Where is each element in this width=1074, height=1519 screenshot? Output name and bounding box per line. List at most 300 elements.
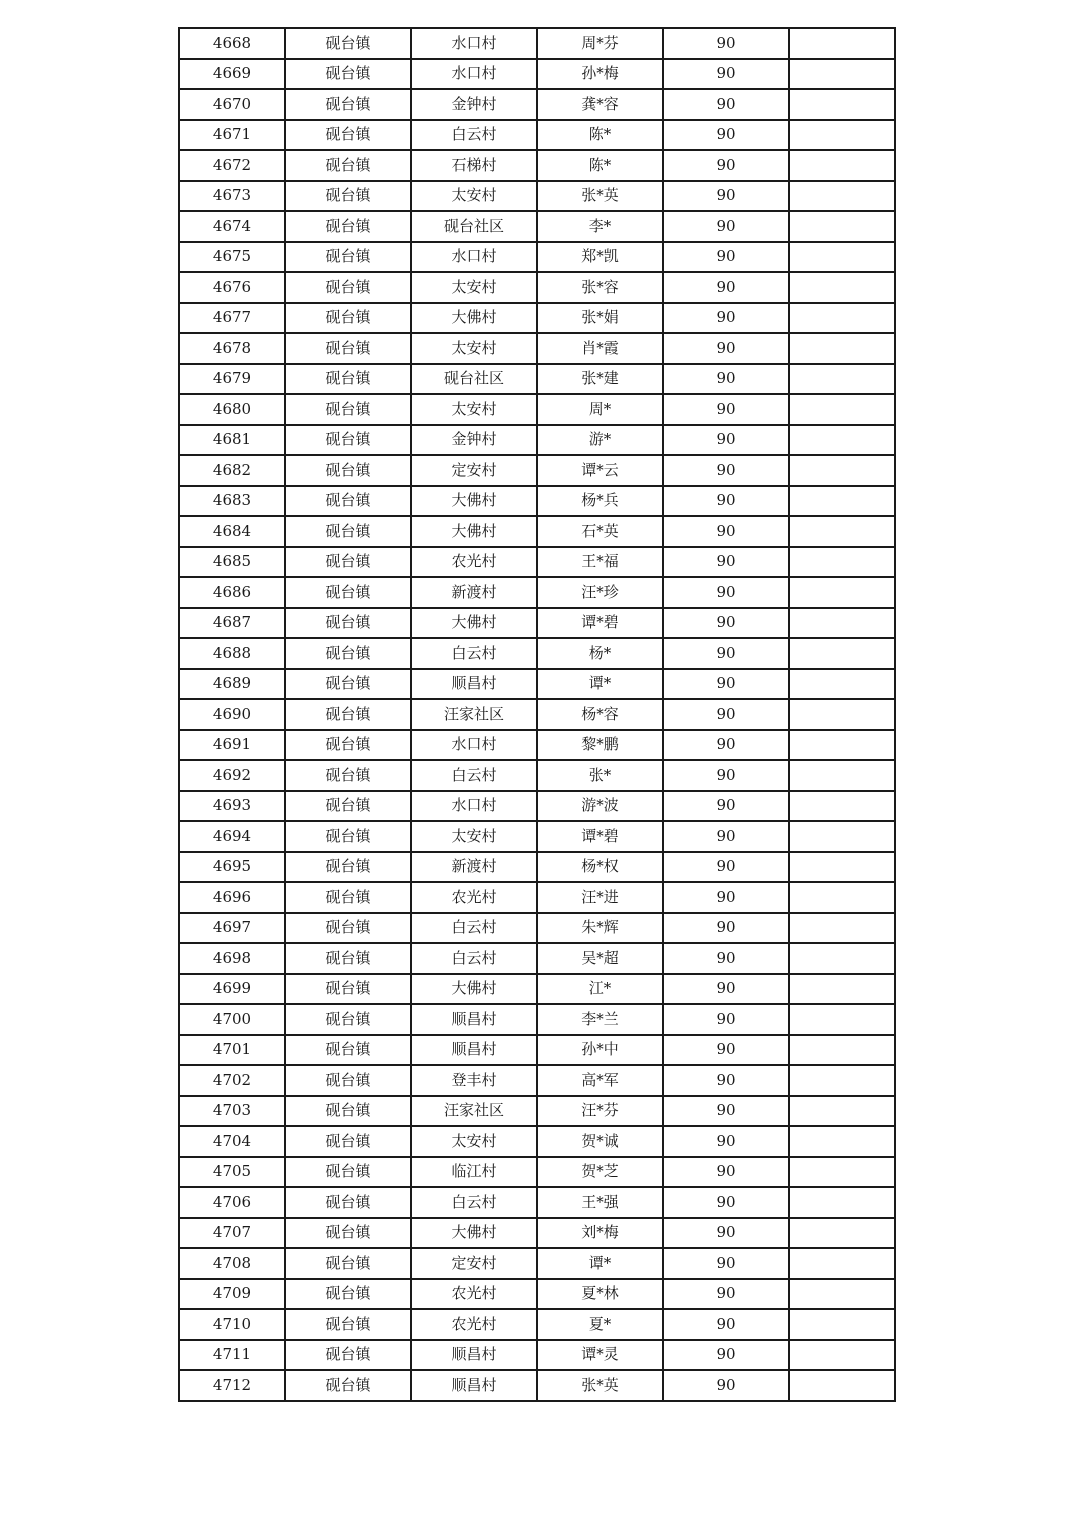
- village-cell: 农光村: [411, 882, 537, 913]
- village-cell: 顺昌村: [411, 1370, 537, 1401]
- amount-cell: 90: [663, 760, 789, 791]
- town-cell: 砚台镇: [285, 455, 411, 486]
- serial-number-cell: 4687: [179, 608, 285, 639]
- village-cell: 登丰村: [411, 1065, 537, 1096]
- serial-number-cell: 4673: [179, 181, 285, 212]
- note-cell: [789, 943, 895, 974]
- table-row: [179, 638, 895, 669]
- table-row: [179, 59, 895, 90]
- town-cell: 砚台镇: [285, 1309, 411, 1340]
- village-cell: 白云村: [411, 760, 537, 791]
- town-cell: 砚台镇: [285, 1004, 411, 1035]
- serial-number-cell: 4682: [179, 455, 285, 486]
- note-cell: [789, 272, 895, 303]
- serial-number-cell: 4693: [179, 791, 285, 822]
- town-cell: 砚台镇: [285, 181, 411, 212]
- table-row: [179, 89, 895, 120]
- name-cell: 游*波: [537, 791, 663, 822]
- table-row: [179, 1309, 895, 1340]
- village-cell: 白云村: [411, 638, 537, 669]
- name-cell: 贺*芝: [537, 1157, 663, 1188]
- serial-number-cell: 4701: [179, 1035, 285, 1066]
- table-row: [179, 333, 895, 364]
- table-row: [179, 1004, 895, 1035]
- town-cell: 砚台镇: [285, 1096, 411, 1127]
- village-cell: 顺昌村: [411, 1004, 537, 1035]
- note-cell: [789, 1126, 895, 1157]
- town-cell: 砚台镇: [285, 699, 411, 730]
- serial-number-cell: 4672: [179, 150, 285, 181]
- serial-number-cell: 4709: [179, 1279, 285, 1310]
- name-cell: 杨*兵: [537, 486, 663, 517]
- amount-cell: 90: [663, 882, 789, 913]
- serial-number-cell: 4697: [179, 913, 285, 944]
- serial-number-cell: 4712: [179, 1370, 285, 1401]
- note-cell: [789, 821, 895, 852]
- name-cell: 夏*: [537, 1309, 663, 1340]
- name-cell: 谭*灵: [537, 1340, 663, 1371]
- note-cell: [789, 394, 895, 425]
- town-cell: 砚台镇: [285, 943, 411, 974]
- village-cell: 水口村: [411, 242, 537, 273]
- amount-cell: 90: [663, 638, 789, 669]
- village-cell: 水口村: [411, 28, 537, 59]
- name-cell: 石*英: [537, 516, 663, 547]
- village-cell: 太安村: [411, 821, 537, 852]
- village-cell: 水口村: [411, 791, 537, 822]
- town-cell: 砚台镇: [285, 1187, 411, 1218]
- name-cell: 杨*: [537, 638, 663, 669]
- amount-cell: 90: [663, 943, 789, 974]
- table-row: [179, 1370, 895, 1401]
- note-cell: [789, 181, 895, 212]
- amount-cell: 90: [663, 59, 789, 90]
- village-cell: 太安村: [411, 394, 537, 425]
- table-row: [179, 821, 895, 852]
- note-cell: [789, 1248, 895, 1279]
- amount-cell: 90: [663, 699, 789, 730]
- table-row: [179, 1340, 895, 1371]
- village-cell: 大佛村: [411, 516, 537, 547]
- town-cell: 砚台镇: [285, 333, 411, 364]
- table-row: [179, 1035, 895, 1066]
- town-cell: 砚台镇: [285, 1157, 411, 1188]
- amount-cell: 90: [663, 1004, 789, 1035]
- name-cell: 王*福: [537, 547, 663, 578]
- village-cell: 定安村: [411, 455, 537, 486]
- amount-cell: 90: [663, 211, 789, 242]
- amount-cell: 90: [663, 669, 789, 700]
- note-cell: [789, 1309, 895, 1340]
- serial-number-cell: 4671: [179, 120, 285, 151]
- town-cell: 砚台镇: [285, 608, 411, 639]
- town-cell: 砚台镇: [285, 974, 411, 1005]
- amount-cell: 90: [663, 1279, 789, 1310]
- note-cell: [789, 303, 895, 334]
- village-cell: 砚台社区: [411, 364, 537, 395]
- table-row: [179, 974, 895, 1005]
- village-cell: 农光村: [411, 547, 537, 578]
- town-cell: 砚台镇: [285, 1370, 411, 1401]
- serial-number-cell: 4698: [179, 943, 285, 974]
- village-cell: 金钟村: [411, 425, 537, 456]
- village-cell: 砚台社区: [411, 211, 537, 242]
- name-cell: 游*: [537, 425, 663, 456]
- town-cell: 砚台镇: [285, 913, 411, 944]
- name-cell: 夏*林: [537, 1279, 663, 1310]
- table-row: [179, 730, 895, 761]
- name-cell: 谭*云: [537, 455, 663, 486]
- village-cell: 太安村: [411, 333, 537, 364]
- serial-number-cell: 4680: [179, 394, 285, 425]
- note-cell: [789, 547, 895, 578]
- table-row: [179, 272, 895, 303]
- town-cell: 砚台镇: [285, 821, 411, 852]
- town-cell: 砚台镇: [285, 852, 411, 883]
- serial-number-cell: 4684: [179, 516, 285, 547]
- town-cell: 砚台镇: [285, 394, 411, 425]
- note-cell: [789, 455, 895, 486]
- table-row: [179, 791, 895, 822]
- village-cell: 石梯村: [411, 150, 537, 181]
- amount-cell: 90: [663, 1157, 789, 1188]
- amount-cell: 90: [663, 1126, 789, 1157]
- town-cell: 砚台镇: [285, 1065, 411, 1096]
- note-cell: [789, 120, 895, 151]
- table-row: [179, 1187, 895, 1218]
- town-cell: 砚台镇: [285, 59, 411, 90]
- table-row: [179, 150, 895, 181]
- village-cell: 顺昌村: [411, 1340, 537, 1371]
- note-cell: [789, 333, 895, 364]
- table-row: [179, 211, 895, 242]
- roster-table-body: [179, 28, 895, 1401]
- name-cell: 杨*容: [537, 699, 663, 730]
- town-cell: 砚台镇: [285, 272, 411, 303]
- village-cell: 农光村: [411, 1309, 537, 1340]
- town-cell: 砚台镇: [285, 425, 411, 456]
- serial-number-cell: 4700: [179, 1004, 285, 1035]
- amount-cell: 90: [663, 333, 789, 364]
- amount-cell: 90: [663, 608, 789, 639]
- table-row: [179, 943, 895, 974]
- note-cell: [789, 516, 895, 547]
- note-cell: [789, 974, 895, 1005]
- town-cell: 砚台镇: [285, 547, 411, 578]
- table-row: [179, 516, 895, 547]
- serial-number-cell: 4692: [179, 760, 285, 791]
- town-cell: 砚台镇: [285, 669, 411, 700]
- name-cell: 朱*辉: [537, 913, 663, 944]
- roster-table: [178, 27, 896, 1402]
- note-cell: [789, 59, 895, 90]
- note-cell: [789, 89, 895, 120]
- note-cell: [789, 791, 895, 822]
- table-row: [179, 669, 895, 700]
- serial-number-cell: 4677: [179, 303, 285, 334]
- note-cell: [789, 882, 895, 913]
- note-cell: [789, 913, 895, 944]
- name-cell: 张*建: [537, 364, 663, 395]
- note-cell: [789, 730, 895, 761]
- name-cell: 李*: [537, 211, 663, 242]
- village-cell: 大佛村: [411, 608, 537, 639]
- table-row: [179, 486, 895, 517]
- serial-number-cell: 4705: [179, 1157, 285, 1188]
- name-cell: 肖*霞: [537, 333, 663, 364]
- town-cell: 砚台镇: [285, 1218, 411, 1249]
- table-row: [179, 364, 895, 395]
- table-row: [179, 120, 895, 151]
- village-cell: 白云村: [411, 120, 537, 151]
- village-cell: 农光村: [411, 1279, 537, 1310]
- name-cell: 张*英: [537, 1370, 663, 1401]
- amount-cell: 90: [663, 28, 789, 59]
- serial-number-cell: 4676: [179, 272, 285, 303]
- amount-cell: 90: [663, 425, 789, 456]
- amount-cell: 90: [663, 1096, 789, 1127]
- table-row: [179, 1096, 895, 1127]
- name-cell: 汪*芬: [537, 1096, 663, 1127]
- village-cell: 太安村: [411, 181, 537, 212]
- amount-cell: 90: [663, 303, 789, 334]
- table-row: [179, 242, 895, 273]
- note-cell: [789, 852, 895, 883]
- amount-cell: 90: [663, 852, 789, 883]
- serial-number-cell: 4670: [179, 89, 285, 120]
- serial-number-cell: 4699: [179, 974, 285, 1005]
- town-cell: 砚台镇: [285, 516, 411, 547]
- table-row: [179, 1248, 895, 1279]
- serial-number-cell: 4694: [179, 821, 285, 852]
- amount-cell: 90: [663, 150, 789, 181]
- amount-cell: 90: [663, 364, 789, 395]
- serial-number-cell: 4695: [179, 852, 285, 883]
- note-cell: [789, 1279, 895, 1310]
- table-row: [179, 760, 895, 791]
- amount-cell: 90: [663, 1187, 789, 1218]
- note-cell: [789, 1096, 895, 1127]
- note-cell: [789, 242, 895, 273]
- village-cell: 白云村: [411, 943, 537, 974]
- amount-cell: 90: [663, 821, 789, 852]
- name-cell: 陈*: [537, 150, 663, 181]
- name-cell: 张*娟: [537, 303, 663, 334]
- amount-cell: 90: [663, 730, 789, 761]
- note-cell: [789, 1035, 895, 1066]
- table-row: [179, 913, 895, 944]
- serial-number-cell: 4708: [179, 1248, 285, 1279]
- note-cell: [789, 150, 895, 181]
- village-cell: 大佛村: [411, 303, 537, 334]
- table-row: [179, 1065, 895, 1096]
- note-cell: [789, 669, 895, 700]
- serial-number-cell: 4707: [179, 1218, 285, 1249]
- table-row: [179, 1218, 895, 1249]
- town-cell: 砚台镇: [285, 760, 411, 791]
- amount-cell: 90: [663, 455, 789, 486]
- table-row: [179, 181, 895, 212]
- amount-cell: 90: [663, 577, 789, 608]
- name-cell: 贺*诚: [537, 1126, 663, 1157]
- note-cell: [789, 608, 895, 639]
- serial-number-cell: 4669: [179, 59, 285, 90]
- town-cell: 砚台镇: [285, 1279, 411, 1310]
- name-cell: 张*: [537, 760, 663, 791]
- town-cell: 砚台镇: [285, 882, 411, 913]
- town-cell: 砚台镇: [285, 486, 411, 517]
- town-cell: 砚台镇: [285, 150, 411, 181]
- name-cell: 王*强: [537, 1187, 663, 1218]
- name-cell: 谭*: [537, 1248, 663, 1279]
- name-cell: 吴*超: [537, 943, 663, 974]
- serial-number-cell: 4683: [179, 486, 285, 517]
- serial-number-cell: 4689: [179, 669, 285, 700]
- roster-sheet: [178, 27, 894, 1402]
- serial-number-cell: 4711: [179, 1340, 285, 1371]
- name-cell: 龚*容: [537, 89, 663, 120]
- amount-cell: 90: [663, 272, 789, 303]
- amount-cell: 90: [663, 181, 789, 212]
- village-cell: 汪家社区: [411, 1096, 537, 1127]
- table-row: [179, 394, 895, 425]
- town-cell: 砚台镇: [285, 1035, 411, 1066]
- name-cell: 谭*碧: [537, 608, 663, 639]
- serial-number-cell: 4675: [179, 242, 285, 273]
- town-cell: 砚台镇: [285, 120, 411, 151]
- note-cell: [789, 1218, 895, 1249]
- name-cell: 刘*梅: [537, 1218, 663, 1249]
- note-cell: [789, 577, 895, 608]
- name-cell: 张*英: [537, 181, 663, 212]
- serial-number-cell: 4691: [179, 730, 285, 761]
- village-cell: 大佛村: [411, 974, 537, 1005]
- serial-number-cell: 4706: [179, 1187, 285, 1218]
- village-cell: 白云村: [411, 1187, 537, 1218]
- name-cell: 周*: [537, 394, 663, 425]
- note-cell: [789, 760, 895, 791]
- name-cell: 谭*: [537, 669, 663, 700]
- table-row: [179, 852, 895, 883]
- amount-cell: 90: [663, 1065, 789, 1096]
- serial-number-cell: 4703: [179, 1096, 285, 1127]
- town-cell: 砚台镇: [285, 577, 411, 608]
- village-cell: 水口村: [411, 59, 537, 90]
- note-cell: [789, 1065, 895, 1096]
- amount-cell: 90: [663, 1340, 789, 1371]
- table-row: [179, 303, 895, 334]
- note-cell: [789, 211, 895, 242]
- village-cell: 太安村: [411, 1126, 537, 1157]
- serial-number-cell: 4685: [179, 547, 285, 578]
- serial-number-cell: 4679: [179, 364, 285, 395]
- note-cell: [789, 486, 895, 517]
- serial-number-cell: 4668: [179, 28, 285, 59]
- name-cell: 江*: [537, 974, 663, 1005]
- serial-number-cell: 4688: [179, 638, 285, 669]
- serial-number-cell: 4702: [179, 1065, 285, 1096]
- amount-cell: 90: [663, 1035, 789, 1066]
- town-cell: 砚台镇: [285, 303, 411, 334]
- table-row: [179, 455, 895, 486]
- village-cell: 顺昌村: [411, 669, 537, 700]
- village-cell: 太安村: [411, 272, 537, 303]
- note-cell: [789, 638, 895, 669]
- amount-cell: 90: [663, 1218, 789, 1249]
- amount-cell: 90: [663, 242, 789, 273]
- amount-cell: 90: [663, 913, 789, 944]
- village-cell: 汪家社区: [411, 699, 537, 730]
- amount-cell: 90: [663, 516, 789, 547]
- table-row: [179, 547, 895, 578]
- name-cell: 谭*碧: [537, 821, 663, 852]
- note-cell: [789, 1370, 895, 1401]
- note-cell: [789, 28, 895, 59]
- town-cell: 砚台镇: [285, 364, 411, 395]
- village-cell: 新渡村: [411, 577, 537, 608]
- amount-cell: 90: [663, 1370, 789, 1401]
- note-cell: [789, 1157, 895, 1188]
- name-cell: 黎*鹏: [537, 730, 663, 761]
- note-cell: [789, 425, 895, 456]
- amount-cell: 90: [663, 1309, 789, 1340]
- name-cell: 高*军: [537, 1065, 663, 1096]
- village-cell: 顺昌村: [411, 1035, 537, 1066]
- name-cell: 孙*中: [537, 1035, 663, 1066]
- note-cell: [789, 364, 895, 395]
- village-cell: 水口村: [411, 730, 537, 761]
- village-cell: 定安村: [411, 1248, 537, 1279]
- town-cell: 砚台镇: [285, 1126, 411, 1157]
- name-cell: 周*芬: [537, 28, 663, 59]
- table-row: [179, 1279, 895, 1310]
- name-cell: 李*兰: [537, 1004, 663, 1035]
- serial-number-cell: 4686: [179, 577, 285, 608]
- town-cell: 砚台镇: [285, 211, 411, 242]
- amount-cell: 90: [663, 120, 789, 151]
- town-cell: 砚台镇: [285, 730, 411, 761]
- table-row: [179, 577, 895, 608]
- amount-cell: 90: [663, 547, 789, 578]
- table-row: [179, 425, 895, 456]
- town-cell: 砚台镇: [285, 791, 411, 822]
- table-row: [179, 882, 895, 913]
- town-cell: 砚台镇: [285, 1248, 411, 1279]
- note-cell: [789, 699, 895, 730]
- serial-number-cell: 4681: [179, 425, 285, 456]
- name-cell: 孙*梅: [537, 59, 663, 90]
- name-cell: 杨*权: [537, 852, 663, 883]
- serial-number-cell: 4696: [179, 882, 285, 913]
- serial-number-cell: 4704: [179, 1126, 285, 1157]
- town-cell: 砚台镇: [285, 638, 411, 669]
- name-cell: 郑*凯: [537, 242, 663, 273]
- name-cell: 陈*: [537, 120, 663, 151]
- amount-cell: 90: [663, 486, 789, 517]
- name-cell: 汪*进: [537, 882, 663, 913]
- serial-number-cell: 4678: [179, 333, 285, 364]
- town-cell: 砚台镇: [285, 28, 411, 59]
- village-cell: 大佛村: [411, 1218, 537, 1249]
- village-cell: 白云村: [411, 913, 537, 944]
- town-cell: 砚台镇: [285, 1340, 411, 1371]
- note-cell: [789, 1187, 895, 1218]
- amount-cell: 90: [663, 974, 789, 1005]
- table-row: [179, 1126, 895, 1157]
- name-cell: 张*容: [537, 272, 663, 303]
- amount-cell: 90: [663, 394, 789, 425]
- serial-number-cell: 4674: [179, 211, 285, 242]
